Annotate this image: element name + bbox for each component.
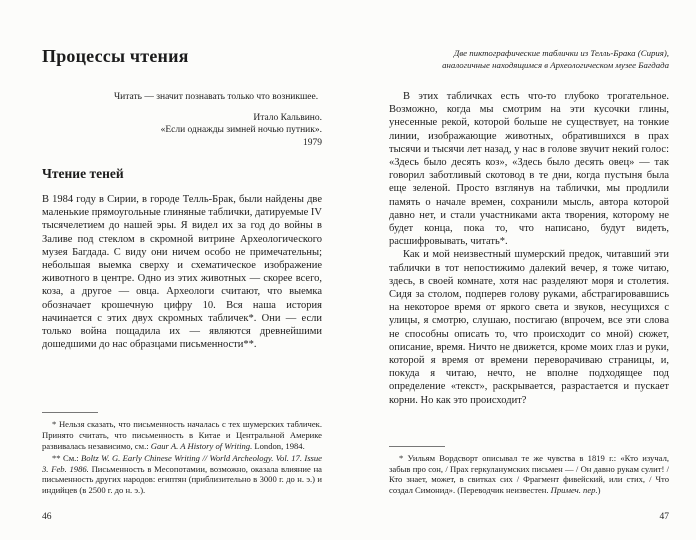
body-paragraph: Как и мой неизвестный шумерский предок, читавший эти таблички в тот непостижимо далекий вечер, я тоже читаю, здесь, в своей комнате, хотя нас разделяют моря и столетия. Сидя за столом, подперев голову руками, абстрагировавшись на некоторое время от яркого света и звуков, несущихся с улицы, я смотрю, слушаю, постигаю (впрочем, все эти слова не способны описать то, что происходит со мной) сюжет, описание, время. Ничто не движется, кроме моих глаз и руки, которой я время от времени переворачиваю страницы, и, покуда я читаю, нечто, не вполне подходящее под определение «текст», раскрывается, разрастается и пускает корни. Но как это происходит? [389, 249, 669, 406]
footnote-1 [389, 453, 669, 496]
caption-line-1: Две пиктографические таблички из Телль-Брака (Сирия), [453, 48, 669, 58]
footnote-marker: * [52, 419, 57, 430]
epigraph-source: «Если однажды зимней ночью путник». [160, 125, 322, 135]
footnote-note: Примеч. пер. [550, 485, 598, 496]
footnote-text: ) [597, 485, 601, 496]
left-footnotes [42, 412, 322, 496]
footnote-text: См.: [62, 452, 82, 463]
footnote-text: Нельзя сказать, что письменность началась с тех шумерских табличек. Принято считать, что письменность в Китае и Центральной Америке развивалась независимо, см.: [42, 419, 322, 452]
epigraph-quote: Читать — значит познавать только что возникшее. [114, 92, 319, 102]
footnote-text: Письменность в Месопотамии, возможно, оказала влияние на письменность других народов: египтян (приблизительно в 3000 г. до н. э.) и индийцев (в 2500 г. до н. э.). [42, 463, 322, 496]
section-heading: Чтение теней [42, 166, 124, 181]
left-body [42, 193, 322, 351]
footnote-citation: Boltz W. G. Early Chinese Writing // World Archeology. Vol. 17. Issue 3. Feb. 1986. [42, 452, 322, 474]
footnote-separator [42, 412, 98, 413]
footnote-2 [42, 453, 322, 496]
chapter-title: Процессы чтения [42, 46, 189, 66]
footnote-text: Уильям Вордсворт описывал те же чувства в 1819 г.: «Кто изучал, забыв про сон, / Прах геркуланумских письмен — / Он давно рукам сулит! / Кто знает, может, в свитках сих / Фрагмент фивейский, или стих, / Что создал Симонид». (Переводчик неизвестен. [389, 452, 670, 496]
page-number-right: 47 [659, 512, 669, 522]
footnote-separator [389, 446, 445, 447]
footnote-marker: ** [52, 452, 61, 463]
right-footnotes [389, 446, 669, 496]
caption-line-2: аналогичные находящимся в Археологическом музее Багдада [442, 59, 669, 70]
body-paragraph: В 1984 году в Сирии, в городе Телль-Брак, были найдены две маленькие прямоугольные глиняные таблички, датируемые IV тысячелетием до нашей эры. Я видел их за год до войны в Заливе под стеклом в скромной витрине Археологического музея Багдада. С виду они ничем особо не примечательны; небольшая выемка сверху и схематическое изображение животного в центре. Одно из этих животных — скорее всего, коза, а другое — овца. Археологи считают, что выемка обозначает крошечную цифру 10. Вся наша история начинается с этих двух скромных табличек*. Они — если только война пощадила их — являются древнейшими дошедшими до нас образцами письменности**. [42, 194, 322, 351]
footnote-citation: Gaur A. A History of Writing. [150, 441, 253, 452]
epigraph [114, 91, 322, 149]
epigraph-year: 1979 [303, 137, 322, 148]
right-page [389, 40, 669, 522]
illustration-caption [389, 48, 669, 71]
right-body [389, 90, 669, 407]
footnote-text: London, 1984. [252, 441, 305, 452]
epigraph-author: Итало Кальвино. [253, 112, 322, 123]
page-number-left: 46 [42, 512, 52, 522]
left-page [42, 40, 322, 522]
footnote-1 [42, 419, 322, 451]
footnote-marker: * [399, 452, 404, 463]
body-paragraph: В этих табличках есть что-то глубоко трогательное. Возможно, когда мы смотрим на эти кусочки глины, унесенные рекой, которой больше не существует, на тонкие линии, изображающие животных, обратившихся в прах тысячи и тысячи лет назад, у нас в голове звучит некий голос: «Здесь было десять коз», «Здесь было десять овец» — так говорил заботливый скотовод в те дни, когда пустыня была еще зеленой. Просто взглянув на таблички, мы продлили память о начале времен, сохранили мысль, автора которой давно нет, и стали участниками акта творения, которому не будет конца, пока то, что написано, будут видеть, расшифровывать, читать*. [389, 91, 669, 248]
